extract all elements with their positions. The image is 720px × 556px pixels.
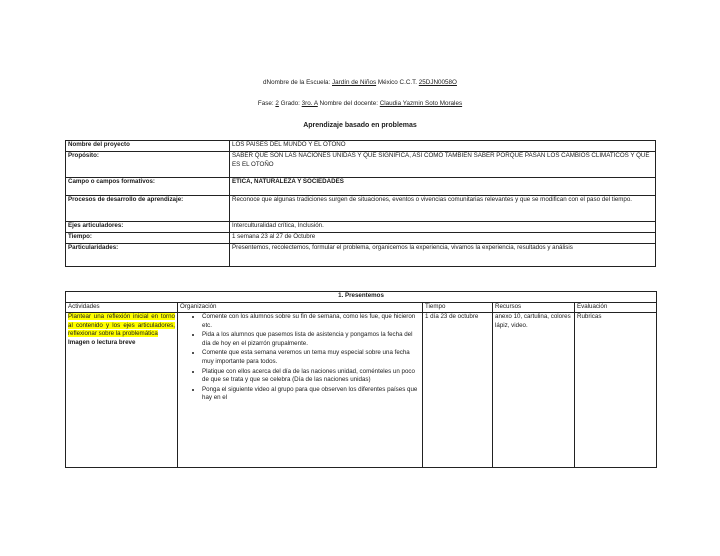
info-row bbox=[66, 141, 656, 152]
list-item: • Comente que esta semana veremos un tema muy especial sobre una fecha muy importante para todos. bbox=[202, 349, 420, 366]
info-label: Nombre del proyecto bbox=[66, 141, 230, 152]
document-title: Aprendizaje basado en problemas bbox=[303, 122, 417, 129]
teacher-header-line bbox=[0, 100, 720, 107]
fase-label: Fase: bbox=[257, 100, 276, 107]
list-item: • Platique con ellos acerca del día de las naciones unidad, coménteles un poco de que se trata y que se celebra (Día de las naciones unidas) bbox=[202, 368, 420, 385]
info-value: Reconoce que algunas tradiciones surgen de situaciones, eventos o vivencias comunitarias relevantes y que se modifican con el paso del tiempo. bbox=[230, 196, 656, 222]
organizacion-list bbox=[180, 313, 420, 403]
activities-table bbox=[65, 291, 657, 468]
school-label: dNombre de la Escuela: bbox=[263, 79, 332, 86]
info-row bbox=[66, 233, 656, 244]
docente-value: Claudia Yazmin Soto Morales bbox=[379, 100, 463, 107]
info-value: ETICA, NATURALEZA Y SOCIEDADES bbox=[230, 178, 656, 196]
column-header-row bbox=[66, 303, 657, 313]
grado-label: Grado: bbox=[278, 100, 302, 107]
column-header: Tiempo bbox=[423, 303, 493, 313]
info-label: Procesos de desarrollo de aprendizaje: bbox=[66, 196, 230, 222]
column-header: Organización bbox=[178, 303, 423, 313]
school-name: Jardín de Niños bbox=[332, 79, 377, 86]
list-item: • Comente con los alumnos sobre su fin de semana, como les fue, que hicieron etc. bbox=[202, 313, 420, 330]
info-value: 1 semana 23 al 27 de Octubre bbox=[230, 233, 656, 244]
section-title: 1. Presentemos bbox=[66, 292, 657, 303]
info-label: Particularidades: bbox=[66, 244, 230, 267]
grado-value: 3ro. A bbox=[301, 100, 318, 107]
column-header: Evaluación bbox=[575, 303, 657, 313]
info-label: Ejes articuladores: bbox=[66, 222, 230, 233]
info-row bbox=[66, 152, 656, 178]
project-info-table bbox=[65, 140, 656, 267]
list-item: • Ponga el siguiente video al grupo para que observen los diferentes países que hay en el bbox=[202, 386, 420, 403]
activity-resource-type: Imagen o lectura breve bbox=[68, 338, 136, 346]
evaluacion-cell: Rubricas bbox=[575, 313, 657, 468]
info-value: LOS PAISES DEL MUNDO Y EL OTOÑO bbox=[230, 141, 656, 152]
cct-value: 25DJN0058O bbox=[418, 79, 457, 86]
fase-value: 2 bbox=[275, 100, 279, 107]
tiempo-cell: 1 día 23 de octubre bbox=[423, 313, 493, 468]
info-row bbox=[66, 244, 656, 267]
info-value: Interculturalidad crítica, Inclusión. bbox=[230, 222, 656, 233]
info-value: SABER QUE SON LAS NACIONES UNIDAS Y QUE SIGNIFICA, ASI COMO TAMBIEN SABER PORQUE PASAN LOS CAMBIOS CLIMATICOS Y QUE ES EL OTOÑO bbox=[230, 152, 656, 178]
actividades-cell bbox=[66, 313, 178, 468]
docente-label: Nombre del docente: bbox=[317, 100, 380, 107]
list-item: • Pida a los alumnos que pasemos lista de asistencia y pongamos la fecha del día de hoy en el pizarrón grupalmente. bbox=[202, 331, 420, 348]
info-row bbox=[66, 222, 656, 233]
info-label: Campo o campos formativos: bbox=[66, 178, 230, 196]
organizacion-cell bbox=[178, 313, 423, 468]
highlighted-activity: Plantear una reflexión inicial en torno al contenido y los ejes articuladores, reflexionar sobre la problemática bbox=[68, 313, 175, 338]
info-label: Propósito: bbox=[66, 152, 230, 178]
activity-row bbox=[66, 313, 657, 468]
info-row bbox=[66, 178, 656, 196]
column-header: Recursos bbox=[493, 303, 575, 313]
info-row bbox=[66, 196, 656, 222]
column-header: Actividades bbox=[66, 303, 178, 313]
info-label: Tiempo: bbox=[66, 233, 230, 244]
section-row bbox=[66, 292, 657, 303]
recursos-cell: anexo 10, cartulina, colores lápiz, video. bbox=[493, 313, 575, 468]
cct-label: México C.C.T. bbox=[376, 79, 419, 86]
school-header-line bbox=[0, 79, 720, 86]
info-value: Presentemos, recolectemos, formular el problema, organicemos la experiencia, vivamos la experiencia, resultados y análisis bbox=[230, 244, 656, 267]
